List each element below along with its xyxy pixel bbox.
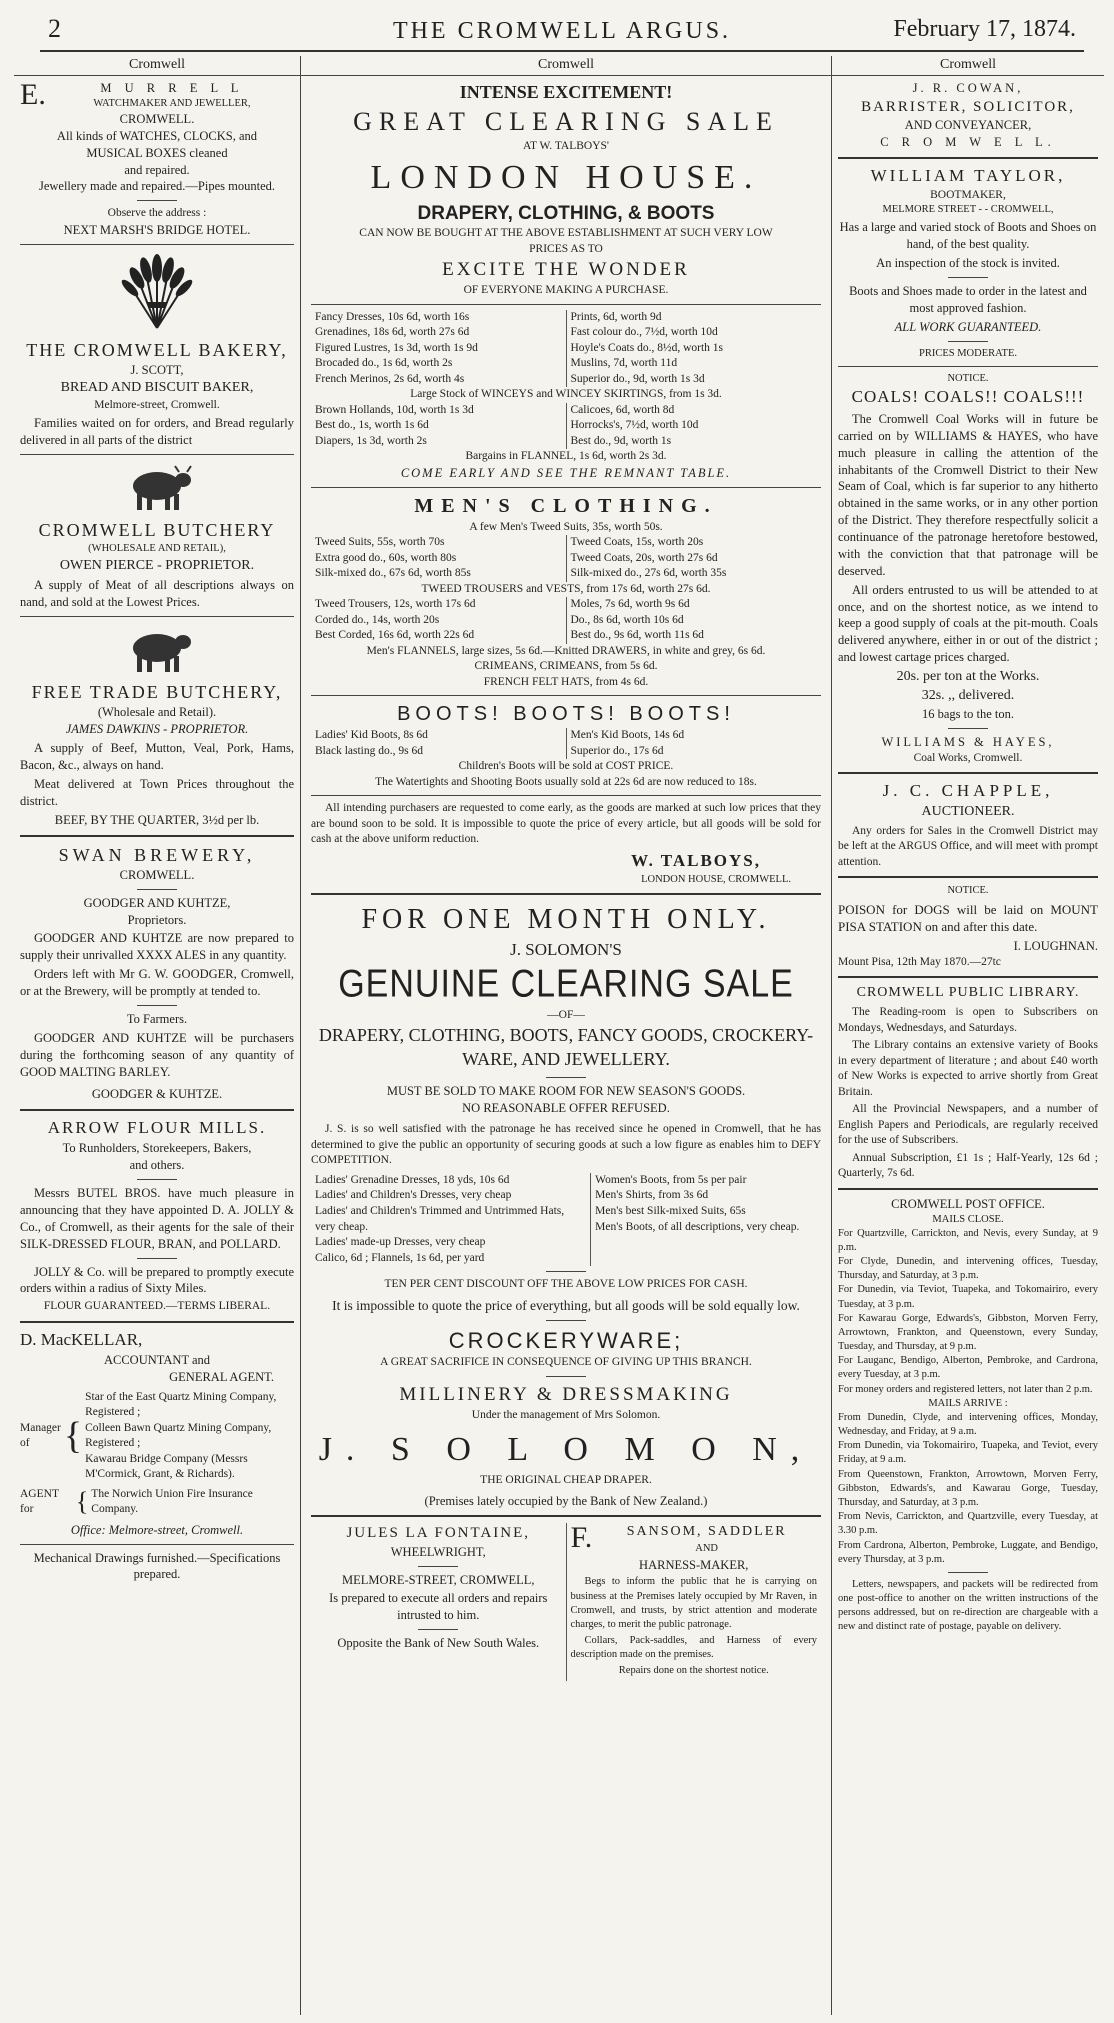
text-line: Black lasting do., 9s 6d [315, 744, 423, 757]
ad-murrell [20, 77, 294, 239]
text-line: For money orders and registered letters, not later than 2 p.m. [838, 1383, 1093, 1395]
wheat-sheaf-icon [112, 250, 202, 334]
text-line: LONDON HOUSE, CROMWELL. [641, 873, 791, 885]
ad-swan-brewery [20, 843, 294, 1104]
ad-talboys [311, 80, 821, 887]
text-line: M U R R E L L [100, 80, 244, 95]
text-line: WILLIAM TAYLOR, [870, 165, 1066, 185]
text-line: CROMWELL PUBLIC LIBRARY. [856, 985, 1080, 1001]
text-line: An inspection of the stock is invited. [876, 256, 1060, 271]
text-line: COME EARLY AND SEE THE REMNANT TABLE. [400, 465, 732, 480]
text-line: Opposite the Bank of New South Wales. [337, 1636, 540, 1651]
text-line: Ladies' and Children's Dresses, very cheap [315, 1189, 512, 1202]
text-line: All kinds of WATCHES, CLOCKS, and [56, 128, 258, 143]
column-place-label: Cromwell [832, 56, 1104, 76]
text-line: GENERAL AGENT. [169, 1369, 274, 1384]
text-line: OWEN PIERCE - PROPRIETOR. [59, 557, 255, 573]
text-line: ALL WORK GUARANTEED. [894, 319, 1042, 334]
text-line: POISON for DOGS will be laid on MOUNT PISA STATION on and after this date. [838, 901, 1098, 935]
text-line: MAILS CLOSE. [932, 1213, 1004, 1225]
text-line: For Clyde, Dunedin, and intervening offices, Tuesday, Thursday, and Saturday, at 3 p.m. [838, 1256, 1098, 1282]
text-line: NOTICE. [947, 885, 989, 897]
text-line: Superior do., 17s 6d [570, 744, 664, 757]
text-line: Hoyle's Coats do., 8½d, worth 1s [570, 341, 724, 354]
bull-icon [117, 622, 197, 676]
ad-arrow-flour-mills [20, 1117, 294, 1314]
text-line: HARNESS-MAKER, [639, 1557, 749, 1572]
price-list [311, 535, 821, 582]
ad-mackellar [20, 1329, 294, 1583]
text-line: THE CROMWELL BAKERY, [26, 339, 288, 360]
text-line: Do., 8s 6d, worth 10s 6d [570, 613, 684, 626]
text-line: Horrocks's, 7½d, worth 10d [570, 419, 699, 432]
text-line: (WHOLESALE AND RETAIL), [88, 543, 226, 555]
text-line: J. S. is so well satisfied with the patronage he has received since he opened in Cromwell, that he has determined to give the public an opportunity of securing goods at such a low figure as enables him to DEFY COMPETITION. [311, 1123, 821, 1167]
text-line: Families waited on for orders, and Bread regularly delivered in all parts of the district [20, 416, 294, 448]
text-line: Any orders for Sales in the Cromwell District may be left at the ARGUS Office, and will meet with prompt attention. [838, 824, 1098, 868]
text-line: JAMES DAWKINS - PROPRIETOR. [65, 722, 249, 737]
text-line: Collars, Pack-saddles, and Harness of every description made on the premises. [570, 1635, 817, 1661]
text-line: CROMWELL BUTCHERY [38, 520, 276, 541]
text-line: —OF— [547, 1008, 585, 1021]
text-line: AT W. TALBOYS' [522, 140, 610, 153]
text-line: 16 bags to the ton. [921, 706, 1014, 721]
text-line: FRENCH FELT HATS, from 4s 6d. [483, 675, 649, 688]
text-line: JOLLY & Co. will be prepared to promptly execute orders within a radius of Sixty Miles. [20, 1264, 294, 1296]
text-line: W. TALBOYS, [631, 850, 761, 870]
text-line: Children's Boots will be sold at COST PRICE. [458, 760, 674, 773]
column-left [14, 56, 300, 2015]
column-right [832, 56, 1104, 2015]
text-line: DRAPERY, CLOTHING, BOOTS, FANCY GOODS, CROCKERY-WARE, AND JEWELLERY. [318, 1025, 814, 1070]
paper-title: THE CROMWELL ARGUS. [392, 18, 732, 44]
text-line: FREE TRADE BUTCHERY, [31, 682, 283, 703]
text-line: Ladies' Kid Boots, 8s 6d [315, 729, 428, 742]
text-line: GOODGER AND KUHTZE will be purchasers during the forthcoming season of any quantity of GOOD MALTING BARLEY. [20, 1030, 294, 1079]
text-line: Best do., 1s, worth 1s 6d [315, 419, 429, 432]
text-line: CROMWELL POST OFFICE. [891, 1196, 1045, 1211]
text-line: Best Corded, 16s 6d, worth 22s 6d [315, 629, 475, 642]
price-list [311, 597, 821, 644]
text-line: Begs to inform the public that he is carrying on business at the Premises lately occupied by Mr Raven, in Cromwell, and trusts, by strict attention and moderate charges, to merit the public patronage. [570, 1576, 817, 1630]
text-line: Moles, 7s 6d, worth 9s 6d [570, 598, 690, 611]
text-line: TWEED TROUSERS and VESTS, from 17s 6d, worth 27s 6d. [421, 582, 711, 595]
text-line: Ladies' made-up Dresses, very cheap [315, 1236, 486, 1249]
text-line: Melmore-street, Cromwell. [94, 398, 220, 411]
text-line: BOOTS! BOOTS! BOOTS! [397, 703, 735, 726]
text-line: Office: Melmore-street, Cromwell. [70, 1522, 244, 1537]
text-line: A few Men's Tweed Suits, 35s, worth 50s. [469, 520, 663, 533]
text-line: GREAT CLEARING SALE [353, 107, 779, 137]
text-line: I. LOUGHNAN. [1013, 938, 1098, 953]
ad-poison [838, 884, 1098, 970]
text-line: OF EVERYONE MAKING A PURCHASE. [463, 284, 669, 296]
text-line: Ladies' Grenadine Dresses, 18 yds, 10s 6d [315, 1173, 510, 1186]
text-line: CROMWELL. [119, 867, 195, 882]
text-line: Coal Works, Cromwell. [913, 751, 1023, 764]
text-line: AND CONVEYANCER, [904, 118, 1032, 133]
text-line: J. R. COWAN, [912, 80, 1024, 95]
text-line: (Wholesale and Retail). [97, 705, 217, 720]
brace-icon: { [75, 1487, 89, 1517]
text-line: To Farmers. [126, 1011, 188, 1026]
text-line: From Nevis, Carrickton, and Quartzville, every Tuesday, at 3.30 p.m. [838, 1511, 1098, 1537]
text-line: AUCTIONEER. [921, 804, 1015, 820]
text-line: Under the management of Mrs Solomon. [471, 1408, 661, 1421]
text-line: From Queenstown, Frankton, Arrowtown, Morven Ferry, Gibbston, Edwards's, and Kawarau Gorge, Tuesday, Thursday, and Saturday, at 3 p.m. [838, 1468, 1098, 1508]
text-line: Jewellery made and repaired.—Pipes mounted. [38, 179, 276, 194]
text-line: Colleen Bawn Quartz Mining Company, Registered ; [85, 1421, 272, 1450]
text-line: COALS! COALS!! COALS!!! [851, 386, 1085, 406]
text-line: Messrs BUTEL BROS. have much pleasure in announcing that they have appointed D. A. JOLLY & Co., of Cromwell, as their agents for the sale of their SILK-DRESSED FLOUR, BRAN, and POLLARD. [20, 1186, 294, 1251]
text-line: For Quartzville, Carrickton, and Nevis, every Sunday, at 9 p.m. [838, 1227, 1098, 1253]
text-line: Calicoes, 6d, worth 8d [570, 403, 675, 416]
text-line: Mechanical Drawings furnished.—Specifications prepared. [33, 1550, 281, 1582]
text-line: Men's FLANNELS, large sizes, 5s 6d.—Knitted DRAWERS, in white and grey, 6s 6d. [366, 644, 766, 657]
text-line: Proprietors. [127, 912, 187, 927]
ad-sansom [566, 1523, 822, 1680]
ad-cromwell-bakery [20, 250, 294, 449]
text-line: WILLIAMS & HAYES, [881, 734, 1055, 749]
page-number: 2 [48, 14, 61, 43]
text-line: EXCITE THE WONDER [442, 259, 690, 281]
price-list [311, 310, 821, 388]
text-line: All the Provincial Newspapers, and a number of English Papers and Periodicals, are regularly received for the use of Subscribers. [838, 1103, 1098, 1147]
text-line: MAILS ARRIVE : [928, 1397, 1008, 1409]
text-line: Is prepared to execute all orders and repairs intrusted to him. [329, 1591, 548, 1623]
text-line: SANSOM, SADDLER [626, 1524, 787, 1540]
text-line: All orders entrusted to us will be attended to at once, and on the shortest notice, as we intend to keep a good supply of coals at the pit-mouth. Coals delivered anywhere, either in or out of the district ; and lowest cartage prices charged. [838, 582, 1098, 665]
text-line: F. [570, 1521, 593, 1555]
text-line: FOR ONE MONTH ONLY. [361, 903, 771, 935]
text-line: For Lauganc, Bendigo, Alberton, Pembroke, and Cardrona, every Tuesday, at 3 p.m. [838, 1355, 1098, 1381]
text-line: DRAPERY, CLOTHING, & BOOTS [417, 202, 715, 224]
column-place-label: Cromwell [301, 56, 831, 76]
text-line: French Merinos, 2s 6d, worth 4s [315, 372, 465, 385]
brace-icon: { [63, 1415, 83, 1458]
text-line: SWAN BREWERY, [58, 844, 256, 865]
text-line: BREAD AND BISCUIT BAKER, [60, 379, 254, 395]
text-line: GOODGER AND KUHTZE are now prepared to supply their unrivalled XXXX ALES in any quantity. [20, 931, 294, 963]
text-line: A GREAT SACRIFICE IN CONSEQUENCE OF GIVING UP THIS BRANCH. [380, 1356, 752, 1369]
text-line: WATCHMAKER AND JEWELLER, [93, 97, 251, 109]
text-line: Grenadines, 18s 6d, worth 27s 6d [315, 326, 470, 339]
text-line: Bargains in FLANNEL, 1s 6d, worth 2s 3d. [465, 450, 667, 463]
text-line: AGENT for [20, 1487, 59, 1516]
text-line: Tweed Suits, 55s, worth 70s [315, 536, 445, 549]
text-line: Best do., 9d, worth 1s [570, 434, 672, 447]
ox-icon [117, 460, 197, 514]
price-list [311, 403, 821, 450]
text-line: To Runholders, Storekeepers, Bakers, [62, 1141, 252, 1156]
text-line: E. [20, 77, 46, 111]
text-line: Men's Boots, of all descriptions, very cheap. [595, 1220, 800, 1233]
text-line: MEN'S CLOTHING. [414, 494, 718, 517]
text-line: J. C. CHAPPLE, [882, 781, 1054, 801]
ad-free-trade-butchery [20, 622, 294, 828]
text-line: TEN PER CENT DISCOUNT OFF THE ABOVE LOW PRICES FOR CASH. [384, 1278, 748, 1291]
issue-date: February 17, 1874. [893, 16, 1076, 42]
text-line: Has a large and varied stock of Boots and Shoes on hand, of the best quality. [839, 220, 1097, 252]
text-line: The Cromwell Coal Works will in future be carried on by WILLIAMS & HAYES, who have much pleasure in calling the attention of the inhabitants of the Cromwell District to their New Seam of Coal, which is far superior to any hitherto obtained in the same works, or in any other portion of the District. They therefore respectfully solicit a continuance of the patronage heretofore bestowed, with the conviction that that patronage will be deserved. [838, 411, 1098, 578]
text-line: Ladies' and Children's Trimmed and Untrimmed Hats, very cheap. [315, 1205, 565, 1233]
text-line: and repaired. [124, 162, 190, 177]
text-line: Fast colour do., 7½d, worth 10d [570, 326, 718, 339]
text-line: NEXT MARSH'S BRIDGE HOTEL. [63, 222, 251, 237]
text-line: CROCKERYWARE; [448, 1327, 684, 1353]
text-line: Men's best Silk-mixed Suits, 65s [595, 1205, 746, 1217]
text-line: Manager of [20, 1421, 61, 1450]
text-line: PRICES AS TO [529, 242, 603, 255]
text-line: BARRISTER, SOLICITOR, [861, 98, 1075, 115]
text-line: Muslins, 7d, worth 11d [570, 357, 678, 370]
text-line: Annual Subscription, £1 1s ; Half-Yearly, 12s 6d ; Quarterly, 7s 6d. [838, 1151, 1098, 1180]
text-line: The Library contains an extensive variety of Books in every department of literature ; and about £40 worth of New Works is expected to arrive shortly from Great Britain. [838, 1039, 1098, 1098]
text-line: All intending purchasers are requested to come early, as the goods are marked at such low prices that they are bound soon to be sold. It is impossible to quote the price of every article, but all goods will be sold for cash at the above uniform reduction. [311, 802, 821, 846]
text-line: Best do., 9s 6d, worth 11s 6d [570, 629, 704, 642]
text-line: D. MacKELLAR, [20, 1329, 143, 1349]
text-line: (Premises lately occupied by the Bank of New Zealand.) [424, 1493, 708, 1508]
text-line: For Dunedin, via Teviot, Tuapeka, and Tokomairiro, every Tuesday, at 3 p.m. [838, 1284, 1098, 1310]
text-line: J. SCOTT, [130, 363, 184, 377]
text-line: Large Stock of WINCEYS and WINCEY SKIRTINGS, from 1s 3d. [410, 388, 722, 401]
ad-cromwell-butchery [20, 460, 294, 611]
text-line: Star of the East Quartz Mining Company, Registered ; [85, 1390, 277, 1419]
text-line: NOTICE. [947, 372, 989, 384]
text-line: Mount Pisa, 12th May 1870.—27tc [838, 955, 1001, 968]
text-line: Tweed Trousers, 12s, worth 17s 6d [315, 598, 476, 611]
text-line: Superior do., 9d, worth 1s 3d [570, 372, 705, 385]
ad-william-taylor [838, 165, 1098, 361]
text-line: Repairs done on the shortest notice. [618, 1665, 769, 1677]
text-line: J. SOLOMON'S [510, 939, 622, 959]
ad-public-library [838, 984, 1098, 1182]
text-line: C R O M W E L L. [880, 134, 1056, 149]
text-line: J. S O L O M O N, [318, 1431, 814, 1469]
text-line: From Dunedin, Clyde, and intervening offices, Monday, Wednesday, and Friday, at 9 a.m. [838, 1411, 1098, 1438]
text-line: The Reading-room is open to Subscribers on Mondays, Wednesdays, and Saturdays. [838, 1006, 1098, 1034]
column-center [300, 56, 832, 2015]
text-line: Tweed Coats, 20s, worth 27s 6d [570, 551, 718, 564]
text-line: ARROW FLOUR MILLS. [47, 1118, 267, 1138]
post-office-schedule [838, 1196, 1098, 1635]
text-line: Women's Boots, from 5s per pair [595, 1173, 747, 1186]
text-line: BEEF, BY THE QUARTER, 3½d per lb. [54, 812, 260, 827]
text-line: JULES LA FONTAINE, [346, 1525, 531, 1542]
text-line: Figured Lustres, 1s 3d, worth 1s 9d [315, 341, 478, 354]
text-line: Men's Kid Boots, 14s 6d [570, 729, 685, 742]
text-line: LONDON HOUSE. [370, 158, 762, 196]
text-line: Brown Hollands, 10d, worth 1s 3d [315, 403, 474, 416]
text-line: Kawarau Bridge Company (Messrs M'Cormick, Grant, & Richards). [85, 1452, 248, 1481]
text-line: PRICES MODERATE. [918, 347, 1017, 359]
text-line: MUST BE SOLD TO MAKE ROOM FOR NEW SEASON'S GOODS. [386, 1083, 746, 1098]
text-line: CROMWELL. [119, 111, 195, 126]
text-line: INTENSE EXCITEMENT! [459, 81, 673, 102]
text-line: Men's Shirts, from 3s 6d [595, 1189, 709, 1202]
bottom-ads [311, 1523, 821, 1680]
text-line: Corded do., 14s, worth 20s [315, 613, 440, 626]
text-line: GOODGER & KUHTZE. [91, 1087, 223, 1102]
text-line: Calico, 6d ; Flannels, 1s 6d, per yard [315, 1251, 485, 1264]
text-line: BOOTMAKER, [930, 188, 1006, 201]
text-line: Extra good do., 60s, worth 80s [315, 551, 457, 564]
text-line: THE ORIGINAL CHEAP DRAPER. [480, 1474, 652, 1487]
text-line: A supply of Meat of all descriptions always on nand, and sold at the Lowest Prices. [20, 578, 294, 610]
ad-chapple [838, 780, 1098, 870]
text-line: Observe the address : [107, 207, 207, 220]
text-line: 20s. per ton at the Works. [896, 669, 1040, 685]
text-line: CRIMEANS, CRIMEANS, from 5s 6d. [474, 660, 658, 673]
text-line: AND [695, 1543, 719, 1555]
text-line: 32s. ,, delivered. [921, 687, 1015, 703]
text-line: Prints, 6d, worth 9d [570, 310, 662, 323]
text-line: Silk-mixed do., 67s 6d, worth 85s [315, 567, 471, 580]
text-line: MUSICAL BOXES cleaned [86, 145, 228, 160]
masthead [40, 12, 1084, 52]
text-line: Meat delivered at Town Prices throughout the district. [20, 776, 294, 808]
text-line: WHEELWRIGHT, [390, 1544, 486, 1559]
text-line: Tweed Coats, 15s, worth 20s [570, 536, 704, 549]
text-line: For Kawarau Gorge, Edwards's, Gibbston, Morven Ferry, Arrowtown, Frankton, and Queenstown, every Sunday, Tuesday, and Thursday, at 9 p.m. [838, 1312, 1098, 1353]
text-line: The Watertights and Shooting Boots usually sold at 22s 6d are now reduced to 18s. [375, 775, 757, 788]
text-line: Silk-mixed do., 27s 6d, worth 35s [570, 567, 727, 580]
price-list [311, 1173, 821, 1266]
text-line: It is impossible to quote the price of everything, but all goods will be sold equally low. [332, 1297, 800, 1313]
ad-coals [838, 372, 1098, 766]
ad-la-fontaine [311, 1523, 566, 1680]
text-line: Orders left with Mr G. W. GOODGER, Cromwell, or at the Brewery, will be promptly at tended to. [20, 967, 294, 999]
text-line: Boots and Shoes made to order in the latest and most approved fashion. [849, 284, 1087, 315]
text-line: Letters, newspapers, and packets will be redirected from one post-office to another on the written instructions of the persons addressed, but on re-direction are chargeable with a new and distinct rate of postage, payable on delivery. [838, 1578, 1098, 1633]
text-line: From Cardrona, Alberton, Pembroke, Luggate, and Bendigo, every Thursday, at 3 p.m. [838, 1539, 1098, 1565]
text-line: Diapers, 1s 3d, worth 2s [315, 434, 427, 447]
text-line: and others. [129, 1158, 185, 1173]
text-line: MELMORE STREET - - CROMWELL, [882, 204, 1054, 216]
text-line: MELMORE-STREET, CROMWELL, [342, 1572, 535, 1587]
text-line: NO REASONABLE OFFER REFUSED. [462, 1100, 670, 1115]
ad-solomon [311, 901, 821, 1510]
text-line: MILLINERY & DRESSMAKING [399, 1384, 733, 1405]
text-line: GENUINE CLEARING SALE [338, 961, 794, 1006]
text-line: The Norwich Union Fire Insurance Company. [91, 1487, 253, 1516]
text-line: CAN NOW BE BOUGHT AT THE ABOVE ESTABLISHMENT AT SUCH VERY LOW [359, 227, 773, 240]
text-line: A supply of Beef, Mutton, Veal, Pork, Hams, Bacon, &c., always on hand. [20, 741, 294, 773]
text-line: Fancy Dresses, 10s 6d, worth 16s [315, 310, 470, 323]
text-line: GOODGER AND KUHTZE, [83, 895, 231, 910]
text-line: From Dunedin, via Tokomairiro, Tuapeka, and Teviot, every Friday, at 9 a.m. [838, 1440, 1098, 1466]
text-line: ACCOUNTANT and [103, 1352, 211, 1367]
ad-cowan [838, 80, 1098, 151]
text-line: Brocaded do., 1s 6d, worth 2s [315, 357, 453, 370]
text-line: FLOUR GUARANTEED.—TERMS LIBERAL. [43, 1300, 271, 1313]
price-list [311, 728, 821, 759]
column-place-label: Cromwell [14, 56, 300, 76]
